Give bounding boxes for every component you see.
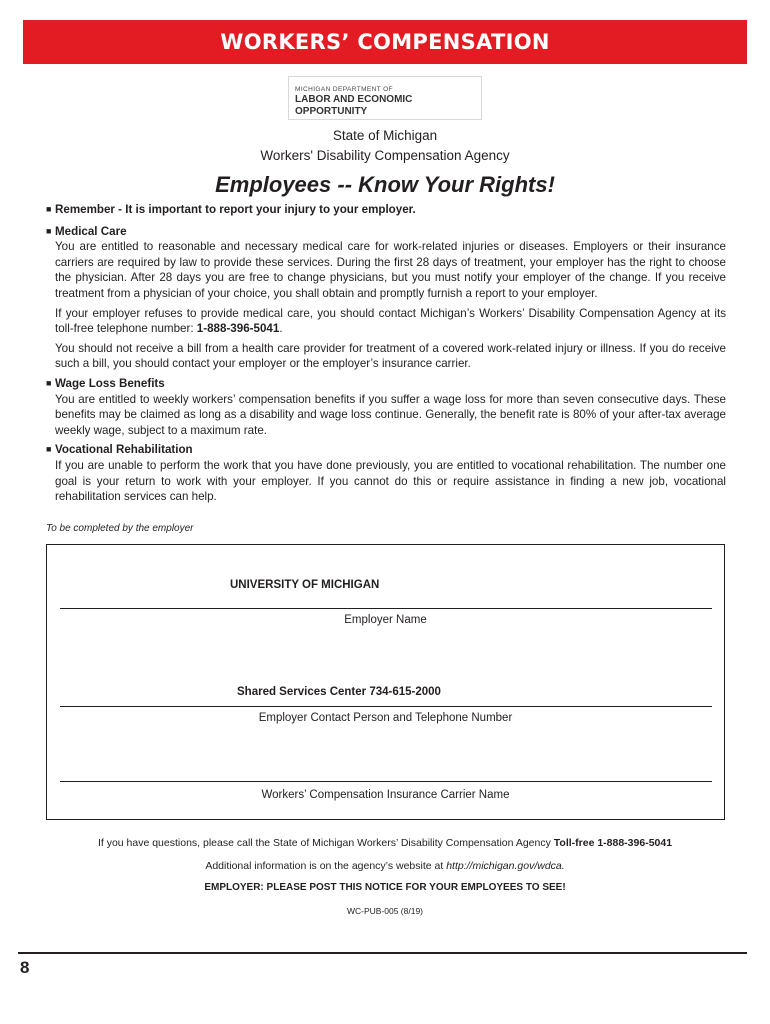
- bottom-divider: [18, 952, 747, 954]
- wage-loss-title: Wage Loss Benefits: [55, 376, 165, 390]
- page-number: 8: [20, 958, 30, 977]
- post-notice: EMPLOYER: PLEASE POST THIS NOTICE FOR YOUR EMPLOYEES TO SEE!: [204, 882, 566, 893]
- form-code: WC-PUB-005 (8/19): [346, 906, 424, 916]
- questions-line: [0, 837, 770, 849]
- questions-tollfree: Toll-free 1-888-396-5041: [553, 837, 673, 849]
- medical-care-paragraph-3: You should not receive a bill from a health care provider for treatment of a covered work-related injury or illness. If you do receive such a bill, you should contact your employer or the employer’s insurance carrier.: [55, 341, 726, 371]
- info-text: Additional information is on the agency’s website at: [205, 860, 447, 872]
- employer-info-form: [46, 544, 725, 820]
- contact-value[interactable]: Shared Services Center 734-615-2000: [237, 686, 441, 698]
- page-heading: Employees -- Know Your Rights!: [215, 172, 555, 197]
- period: .: [279, 322, 283, 336]
- title-banner: [23, 20, 747, 64]
- remember-text: Remember - It is important to report your injury to your employer.: [55, 203, 416, 216]
- agency-state: State of Michigan: [332, 128, 438, 143]
- info-line: [0, 860, 770, 872]
- employer-name-line: [60, 608, 712, 609]
- carrier-line: [60, 781, 712, 782]
- vocational-paragraph: If you are unable to perform the work that you have done previously, you are entitled to vocational rehabilitation. The number one goal is your return to work with your employer. If you cannot do this or require assistance in finding a new job, vocational rehabilitation services can help.: [55, 458, 726, 504]
- medical-care-paragraph-1: You are entitled to reasonable and necessary medical care for work-related injuries or diseases. Employers or their insurance carriers are required by law to provide these services. During the first 28 days of treatment, your employer has the right to choose the physician. After 28 days you are free to change physicians, but you must notify your employer of the change. If you receive treatment from a physician of your choice, you shall obtain and promptly furnish a report to your employer.: [55, 240, 726, 300]
- banner-title: WORKERS’ COMPENSATION: [220, 30, 550, 54]
- bullet-icon: ■: [46, 377, 52, 388]
- medical-care-title: Medical Care: [55, 224, 127, 238]
- medical-care-contact-text: If your employer refuses to provide medical care, you should contact Michigan’s Workers’ Disability Compensation Agency at its toll-free telephone number:: [55, 306, 726, 336]
- rights-content: [46, 202, 726, 505]
- bullet-icon: ■: [46, 225, 52, 236]
- bullet-icon: ■: [46, 204, 52, 214]
- contact-label: Employer Contact Person and Telephone Number: [258, 712, 513, 724]
- wage-loss-paragraph: You are entitled to weekly workers’ compensation benefits if you suffer a wage loss for more than seven consecutive days. These benefits may be claimed as long as a disability and wage loss continue. Generally, the benefit rate is 80% of your after-tax average weekly wage, subject to a maximum rate.: [55, 392, 726, 437]
- agency-website-link[interactable]: http://michigan.gov/wdca.: [446, 860, 565, 872]
- remember-bullet: [46, 202, 726, 218]
- vocational-heading: [46, 442, 726, 458]
- agency-logo: [288, 76, 482, 120]
- bullet-icon: ■: [46, 444, 52, 455]
- employer-note: To be completed by the employer: [46, 523, 194, 534]
- logo-department-name: LABOR AND ECONOMIC OPPORTUNITY: [295, 94, 413, 117]
- wage-loss-heading: [46, 376, 726, 392]
- vocational-title: Vocational Rehabilitation: [55, 443, 193, 457]
- logo-department-text: MICHIGAN DEPARTMENT OF: [295, 86, 394, 93]
- medical-care-paragraph-2: [55, 306, 726, 337]
- contact-line: [60, 706, 712, 707]
- employer-name-value[interactable]: UNIVERSITY OF MICHIGAN: [230, 579, 380, 591]
- agency-name: Workers' Disability Compensation Agency: [260, 148, 510, 163]
- employer-name-label: Employer Name: [344, 614, 427, 626]
- carrier-label: Workers’ Compensation Insurance Carrier Name: [261, 789, 510, 801]
- questions-text: If you have questions, please call the State of Michigan Workers’ Disability Compensation Agency: [97, 837, 554, 849]
- toll-free-phone: 1-888-396-5041: [196, 322, 280, 336]
- medical-care-heading: [46, 224, 726, 240]
